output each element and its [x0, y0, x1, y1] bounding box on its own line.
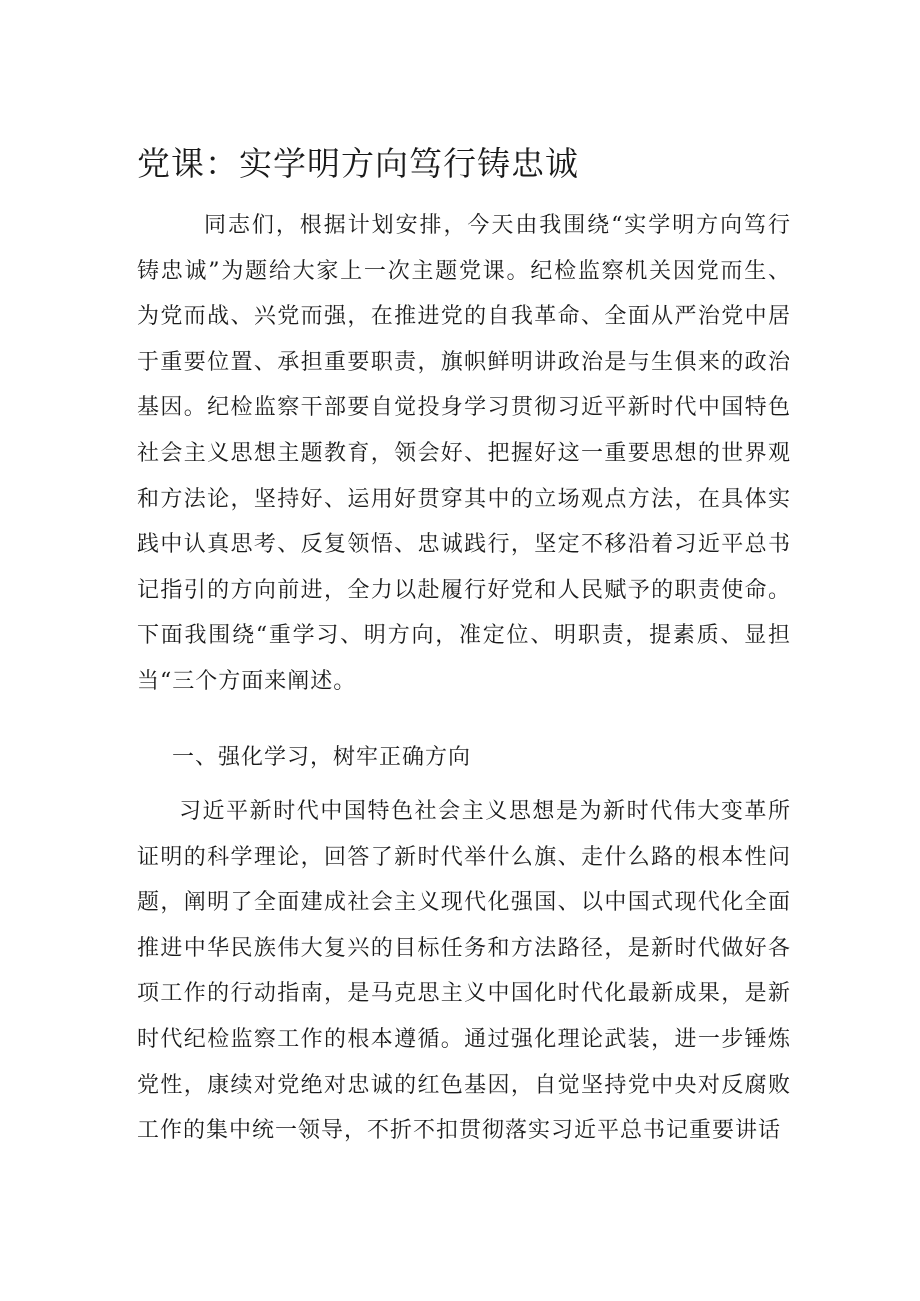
intro-paragraph: 同志们，根据计划安排，今天由我围绕“实学明方向笃行铸忠诚”为题给大家上一次主题党课。纪检监察机关因党而生、为党而战、兴党而强，在推进党的自我革命、全面从严治党中居于重要位置、承担重要职责，旗帜鲜明讲政治是与生俱来的政治基因。纪检监察干部要自觉投身学习贯彻习近平新时代中国特色社会主义思想主题教育，领会好、把握好这一重要思想的世界观和方法论，坚持好、运用好贯穿其中的立场观点方法，在具体实践中认真思考、反复领悟、忠诚践行，坚定不移沿着习近平总书记指引的方向前进，全力以赴履行好党和人民赋予的职责使命。下面我围绕“重学习、明方向，准定位、明职责，提素质、显担当“三个方面来阐述。 — [137, 213, 791, 694]
document-title: 党课：实学明方向笃行铸忠诚 — [137, 144, 579, 183]
section-1-heading: 一、强化学习，树牢正确方向 — [172, 745, 472, 770]
section-1-paragraph: 习近平新时代中国特色社会主义思想是为新时代伟大变革所证明的科学理论，回答了新时代举什么旗、走什么路的根本性问题，阐明了全面建成社会主义现代化强国、以中国式现代化全面推进中华民族伟大复兴的目标任务和方法路径，是新时代做好各项工作的行动指南，是马克思主义中国化时代化最新成果，是新时代纪检监察工作的根本遵循。通过强化理论武装，进一步锤炼党性，康续对党绝对忠诚的红色基因，自觉坚持党中央对反腐败工作的集中统一领导，不折不扣贯彻落实习近平总书记重要讲话 — [137, 799, 791, 1144]
